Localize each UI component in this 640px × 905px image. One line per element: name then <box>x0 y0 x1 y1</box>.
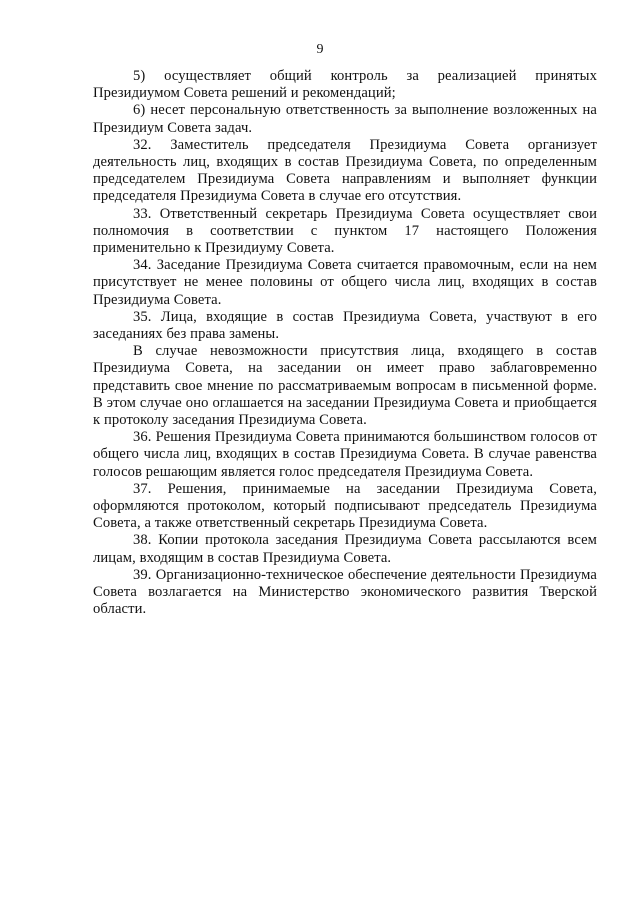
paragraph-37: 37. Решения, принимаемые на заседании Президиума Совета, оформляются протоколом, который подписывают председатель Президиума Совета, а также ответственный секретарь Президиума Совета. <box>93 480 597 532</box>
page-number: 9 <box>316 42 324 57</box>
paragraph-39: 39. Организационно-техническое обеспечение деятельности Президиума Совета возлагается на Министерство экономического развития Тверской области. <box>93 566 597 618</box>
paragraph-36: 36. Решения Президиума Совета принимаются большинством голосов от общего числа лиц, входящих в состав Президиума Совета. В случае равенства голосов решающим является голос председателя Президиума Совета. <box>93 429 597 480</box>
paragraph-35-continued: В случае невозможности присутствия лица, входящего в состав Президиума Совета, на заседании он имеет право заблаговременно представить свое мнение по рассматриваемым вопросам в письменной форме. В этом случае оно оглашается на заседании Президиума Совета и приобщается к протоколу заседания Президиума Совета. <box>93 343 597 429</box>
document-body <box>93 68 597 619</box>
paragraph-32: 32. Заместитель председателя Президиума Совета организует деятельность лиц, входящих в состав Президиума Совета, по определенным председателем Президиума Совета направлениям и выполняет функции председателя Президиума Совета в случае его отсутствия. <box>93 136 597 205</box>
paragraph-item-6: 6) несет персональную ответственность за выполнение возложенных на Президиум Совета задач. <box>93 102 597 136</box>
paragraph-34: 34. Заседание Президиума Совета считается правомочным, если на нем присутствует не менее половины от общего числа лиц, входящих в состав Президиума Совета. <box>93 257 597 308</box>
paragraph-33: 33. Ответственный секретарь Президиума Совета осуществляет свои полномочия в соответствии с пунктом 17 настоящего Положения применительно к Президиуму Совета. <box>93 205 597 257</box>
paragraph-35: 35. Лица, входящие в состав Президиума Совета, участвуют в его заседаниях без права замены. <box>93 308 597 343</box>
paragraph-38: 38. Копии протокола заседания Президиума Совета рассылаются всем лицам, входящим в состав Президиума Совета. <box>93 532 597 566</box>
paragraph-item-5: 5) осуществляет общий контроль за реализацией принятых Президиумом Совета решений и рекомендаций; <box>93 68 597 102</box>
